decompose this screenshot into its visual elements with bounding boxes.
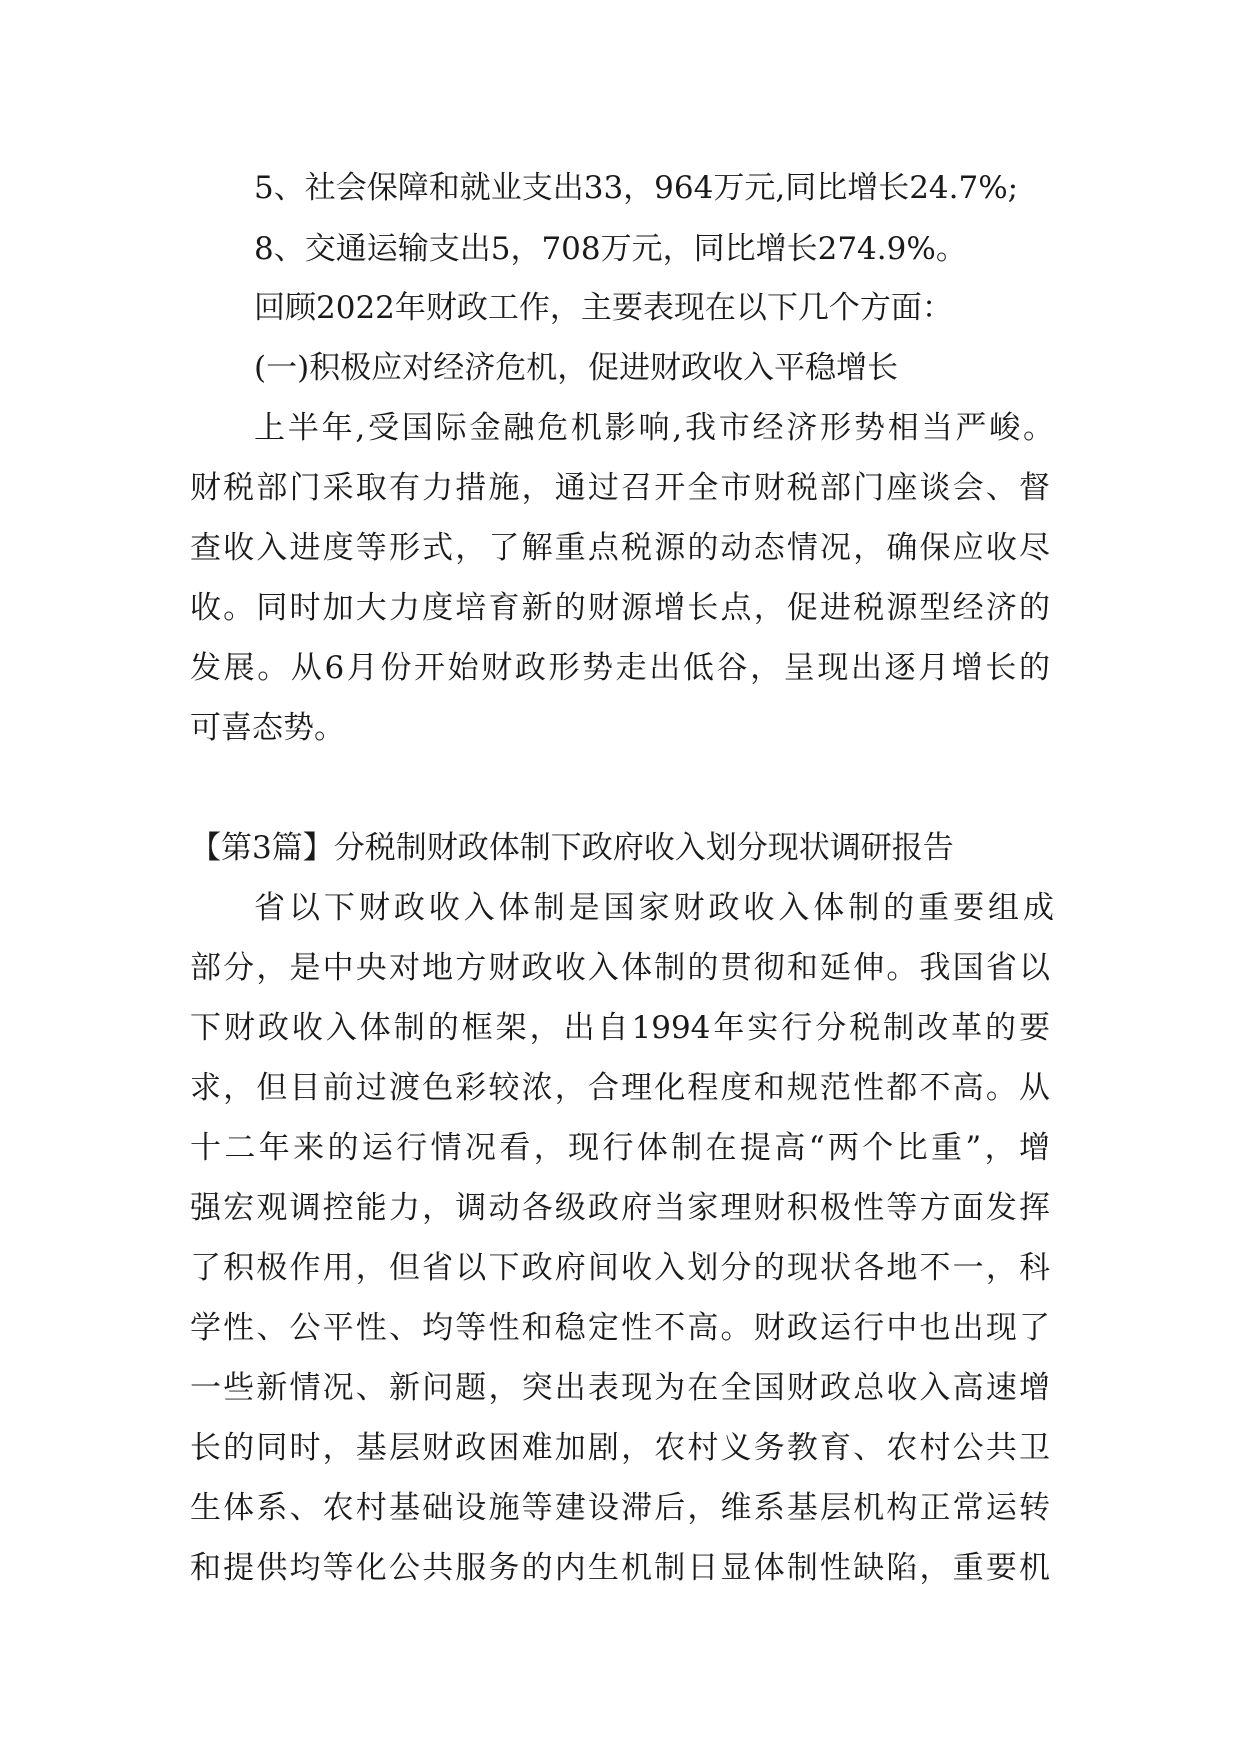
paragraph-line: 长的同时，基层财政困难加剧，农村义务教育、农村公共卫 [190,1430,1050,1466]
review-intro: 回顾2022年财政工作，主要表现在以下几个方面： [254,290,953,326]
expense-item-5: 5、社会保障和就业支出33，964万元,同比增长24.7%; [254,170,1019,206]
paragraph-line: 学性、公平性、均等性和稳定性不高。财政运行中也出现了 [190,1310,1050,1346]
paragraph-line: 财税部门采取有力措施，通过召开全市财税部门座谈会、督 [190,470,1050,506]
paragraph-line: 了积极作用，但省以下政府间收入划分的现状各地不一，科 [190,1250,1050,1286]
paragraph-line: 十二年来的运行情况看，现行体制在提高“两个比重”，增 [190,1130,1050,1166]
paragraph-line: 收。同时加大力度培育新的财源增长点，促进税源型经济的 [190,590,1050,626]
paragraph-line: 上半年,受国际金融危机影响,我市经济形势相当严峻。 [254,410,1054,446]
article-title: 【第3篇】分税制财政体制下政府收入划分现状调研报告 [190,830,954,866]
paragraph-line: 发展。从6月份开始财政形势走出低谷，呈现出逐月增长的 [190,650,1050,686]
paragraph-line: 强宏观调控能力，调动各级政府当家理财积极性等方面发挥 [190,1190,1050,1226]
paragraph-line: 下财政收入体制的框架，出自1994年实行分税制改革的要 [190,1010,1050,1046]
paragraph-line: 查收入进度等形式，了解重点税源的动态情况，确保应收尽 [190,530,1050,566]
subheading-1: (一)积极应对经济危机，促进财政收入平稳增长 [254,350,899,386]
paragraph-line: 求，但目前过渡色彩较浓，合理化程度和规范性都不高。从 [190,1070,1050,1106]
paragraph-line: 生体系、农村基础设施等建设滞后，维系基层机构正常运转 [190,1490,1050,1526]
paragraph-line: 和提供均等化公共服务的内生机制日显体制性缺陷，重要机 [190,1550,1050,1586]
paragraph-line: 一些新情况、新问题，突出表现为在全国财政总收入高速增 [190,1370,1050,1406]
paragraph-line: 省以下财政收入体制是国家财政收入体制的重要组成 [254,890,1054,926]
paragraph-line: 部分，是中央对地方财政收入体制的贯彻和延伸。我国省以 [190,950,1050,986]
expense-item-8: 8、交通运输支出5，708万元，同比增长274.9%。 [254,231,967,267]
paragraph-line: 可喜态势。 [190,710,345,746]
